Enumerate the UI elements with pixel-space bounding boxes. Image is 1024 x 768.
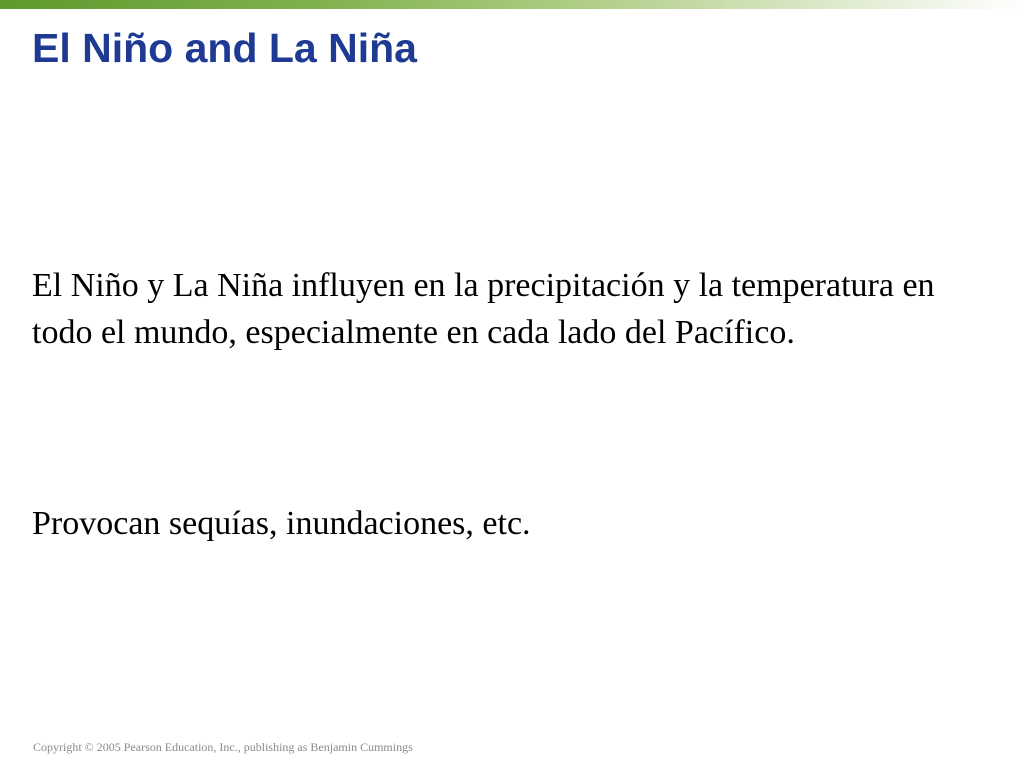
copyright-footer: Copyright © 2005 Pearson Education, Inc., publishing as Benjamin Cummings <box>33 740 413 754</box>
top-accent-bar <box>0 0 1024 9</box>
slide-title: El Niño and La Niña <box>32 25 417 71</box>
body-paragraph: Provocan sequías, inundaciones, etc. <box>32 505 531 542</box>
body-paragraph: El Niño y La Niña influyen en la precipitación y la temperatura en todo el mundo, especialmente en cada lado del Pacífico. <box>32 267 935 351</box>
